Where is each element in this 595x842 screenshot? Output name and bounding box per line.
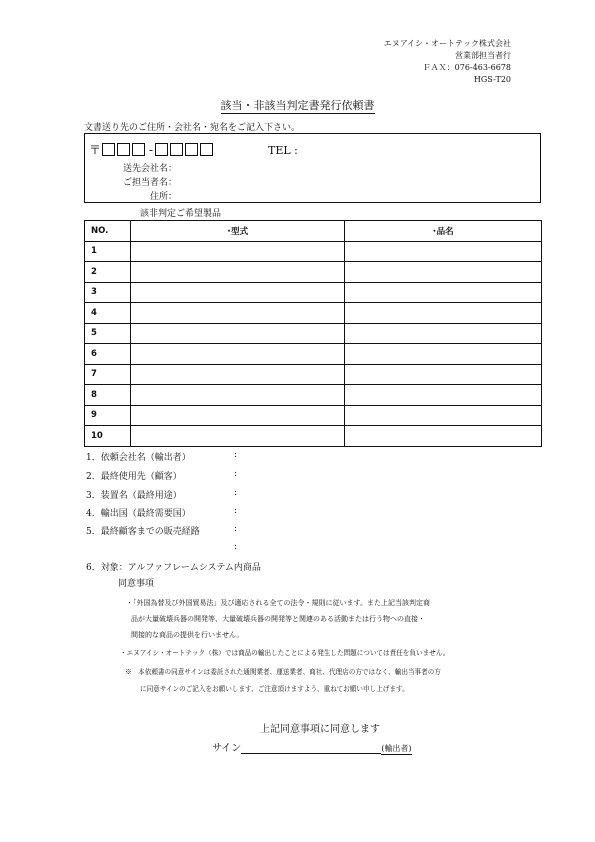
product-name-cell[interactable] [345,426,542,447]
product-name-cell[interactable] [345,344,542,365]
table-header-row [85,221,542,242]
row-number: 10 [85,426,131,447]
signature-row [212,739,412,754]
sender-header [384,38,511,86]
postal-dash: - [149,142,154,157]
postal-code-field[interactable] [89,141,215,158]
company-name: エヌアイシ・オートテック株式会社 [383,39,511,48]
postal-digit-box[interactable] [102,143,115,156]
table-row [85,282,542,303]
row-number: 9 [85,405,131,426]
product-name-cell[interactable] [345,385,542,406]
model-cell[interactable] [131,426,345,447]
field-colon: : [234,450,238,460]
model-cell[interactable] [131,282,345,303]
postal-digit-box[interactable] [170,143,183,156]
row-number: 8 [85,385,131,406]
product-name-cell[interactable] [345,323,542,344]
model-cell[interactable] [131,364,345,385]
table-row [85,262,542,283]
product-name-cell[interactable] [345,241,542,262]
export-country-field-label: 4．輸出国（最終需要国） [86,509,191,519]
product-name-cell[interactable] [345,262,542,283]
model-cell[interactable] [131,262,345,283]
product-name-cell[interactable] [345,282,542,303]
agreement-statement: 上記同意事項に同意します [260,724,380,735]
field-colon: : [234,469,238,479]
end-user-field-label: 2．最終使用先（顧客） [86,472,182,482]
table-row [85,405,542,426]
target-products-label: 6．対象：アルファフレームシステム内商品 [86,563,261,573]
column-header-product-name: ･品名 [345,221,542,242]
signature-label: サイン [212,743,242,754]
row-number: 1 [85,241,131,262]
model-cell[interactable] [131,241,345,262]
model-cell[interactable] [131,323,345,344]
signature-exporter-note: (輸出者) [381,744,412,753]
product-name-cell[interactable] [345,405,542,426]
row-number: 4 [85,303,131,324]
consent-paragraph-2: ・エヌアイシ・オートテック（株）では商品の輸出したことによる発生した問題については責任を負いません。 [120,649,450,657]
postal-digit-box[interactable] [132,143,145,156]
sales-route-field-label: 5．最終顧客までの販売経路 [86,527,200,537]
row-number: 5 [85,323,131,344]
postal-digit-box[interactable] [200,143,213,156]
postal-digit-box[interactable] [117,143,130,156]
product-table-caption: 該非判定ご希望製品 [140,209,222,219]
form-code: HGS-T20 [473,75,511,84]
consent-note-line-1: ※ 本依頼書の同意サインは委託された通関業者、運送業者、商社、代理店の方ではなく、輸出当事者の方 [125,668,441,676]
product-name-cell[interactable] [345,364,542,385]
product-table [84,220,542,447]
consent-heading: 同意事項 [118,579,155,589]
model-cell[interactable] [131,344,345,365]
postal-digit-box[interactable] [185,143,198,156]
consent-paragraph-1-line-2: 品が大量破壊兵器の開発等、大量破壊兵器の開発等と関連のある活動または行う物への直接・ [131,615,425,623]
recipient-company-label: 送先会社名： [122,164,177,174]
column-header-no: NO. [85,221,131,242]
field-colon: : [234,506,238,516]
fax-number: ＦＡＸ：076-463-6678 [422,63,511,72]
column-header-model: ･型式 [131,221,345,242]
model-cell[interactable] [131,405,345,426]
row-number: 2 [85,262,131,283]
department: 営業部担当者行 [455,51,511,60]
row-number: 3 [85,282,131,303]
tel-label: TEL : [268,144,298,157]
table-row [85,426,542,447]
consent-note-line-2: に同意サインのご記入をお願いします、ご注意頂けますよう、重ねてお願い申し上げます。 [140,685,409,693]
postal-mark: 〒 [89,143,102,157]
recipient-address-label: 住所： [149,192,177,202]
row-number: 7 [85,364,131,385]
model-cell[interactable] [131,385,345,406]
table-row [85,385,542,406]
address-box [84,133,541,203]
model-cell[interactable] [131,303,345,324]
exporter-company-field-label: 1．依頼会社名（輸出者） [86,453,191,463]
recipient-person-label: ご担当者名： [122,178,177,188]
equipment-name-field-label: 3．装置名（最終用途） [86,491,182,501]
instruction-text: 文書送り先のご住所・会社名・宛名をご記入下さい。 [84,123,301,133]
row-number: 6 [85,344,131,365]
signature-field[interactable] [241,743,381,754]
table-row [85,241,542,262]
consent-paragraph-1-line-1: ・「外国為替及び外国貿易法」及び適応される全ての法令・規則に従います。また上記当該判定商 [126,599,430,607]
document-title: 該当・非該当判定書発行依頼書 [220,99,375,112]
product-name-cell[interactable] [345,303,542,324]
table-row [85,303,542,324]
field-colon: : [234,524,238,534]
postal-digit-box[interactable] [155,143,168,156]
table-row [85,344,542,365]
table-row [85,364,542,385]
field-colon: : [234,542,238,552]
field-colon: : [234,488,238,498]
consent-paragraph-1-line-3: 間接的な商品の提供を行いません。 [131,631,244,639]
table-row [85,323,542,344]
